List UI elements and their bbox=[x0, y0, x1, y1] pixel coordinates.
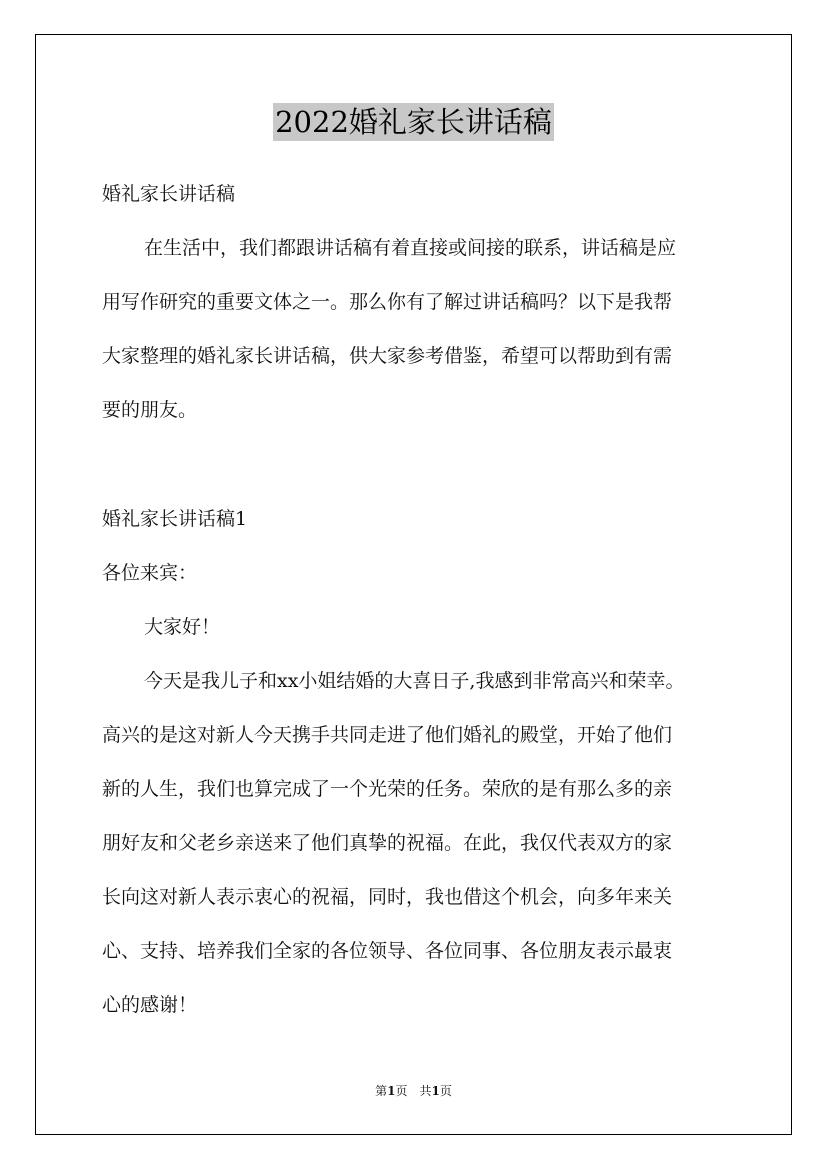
page-total: 1 bbox=[431, 1084, 440, 1098]
body-line: 朋好友和父老乡亲送来了他们真挚的祝福。在此，我仅代表双方的家 bbox=[102, 832, 673, 854]
body-line: 新的人生，我们也算完成了一个光荣的任务。荣欣的是有那么多的亲 bbox=[102, 778, 673, 800]
page-current: 1 bbox=[387, 1084, 396, 1098]
document-title: 2022婚礼家长讲话稿 bbox=[275, 105, 552, 139]
intro-line: 用写作研究的重要文体之一。那么你有了解过讲话稿吗？以下是我帮 bbox=[102, 291, 673, 313]
intro-line: 在生活中，我们都跟讲话稿有着直接或间接的联系，讲话稿是应 bbox=[144, 237, 677, 259]
title-container bbox=[0, 103, 827, 141]
body-line: 长向这对新人表示衷心的祝福，同时，我也借这个机会，向多年来关 bbox=[102, 886, 673, 908]
page-mid: 页 共 bbox=[395, 1084, 432, 1098]
document-subtitle: 婚礼家长讲话稿 bbox=[102, 183, 236, 205]
body-line: 心、支持、培养我们全家的各位领导、各位同事、各位朋友表示最衷 bbox=[102, 940, 673, 962]
body-line: 高兴的是这对新人今天携手共同走进了他们婚礼的殿堂，开始了他们 bbox=[102, 724, 673, 746]
page-suffix: 页 bbox=[439, 1084, 452, 1098]
greeting: 大家好！ bbox=[144, 616, 221, 638]
salutation: 各位来宾： bbox=[102, 562, 198, 584]
section-heading: 婚礼家长讲话稿1 bbox=[102, 508, 248, 530]
page-footer bbox=[0, 1083, 827, 1099]
body-line: 心的感谢！ bbox=[102, 994, 198, 1016]
intro-line: 要的朋友。 bbox=[102, 399, 198, 421]
body-line: 今天是我儿子和xx小姐结婚的大喜日子,我感到非常高兴和荣幸。 bbox=[144, 670, 685, 692]
page-prefix: 第 bbox=[375, 1084, 388, 1098]
intro-line: 大家整理的婚礼家长讲话稿，供大家参考借鉴，希望可以帮助到有需 bbox=[102, 345, 673, 367]
